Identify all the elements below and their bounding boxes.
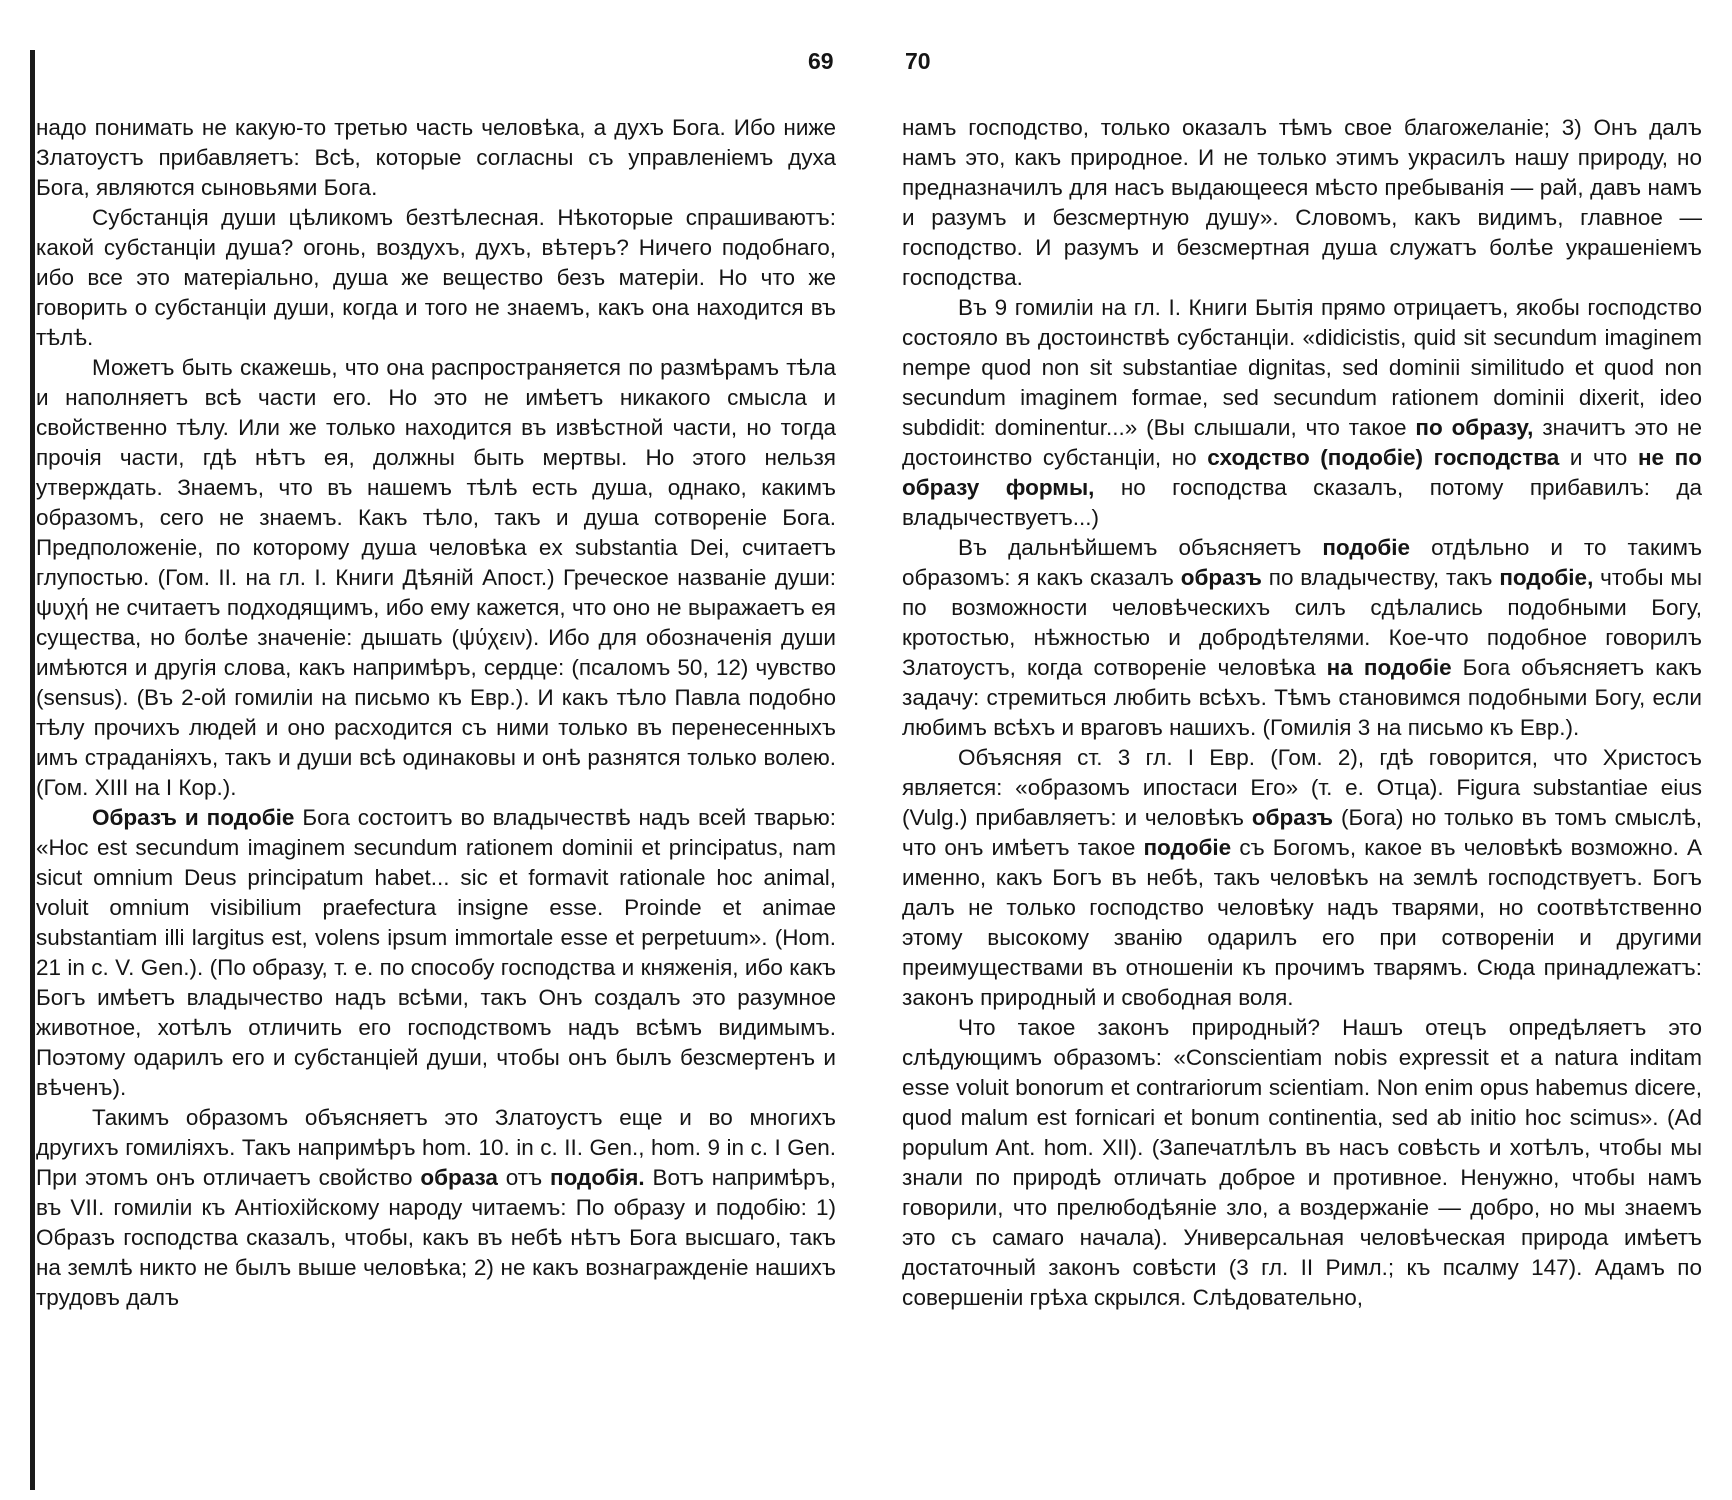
bold-term: не по образу формы, bbox=[902, 445, 1702, 500]
bold-term: образъ bbox=[1180, 565, 1262, 590]
bold-term: Образъ и подобіе bbox=[92, 805, 295, 830]
text-run: по владычеству, такъ bbox=[1261, 565, 1500, 590]
paragraph bbox=[36, 1103, 836, 1313]
text-run: съ Богомъ, какое въ человѣкѣ возможно. А именно, какъ Богъ въ небѣ, такъ человѣкъ на землѣ господствуетъ. Богъ далъ не только господство человѣку надъ тварями, но соотвѣтственно этому высокому званію одарилъ его при сотвореніи и другими преимуществами въ отношеніи къ прочимъ тварямъ. Сюда принадлежатъ: законъ природный и свободная воля. bbox=[902, 835, 1702, 1010]
text-run: чтобы мы по возможности человѣческихъ силъ сдѣлались подобными Богу, кротостью, нѣжностью и добродѣтелями. Кое-что подобное говорилъ Златоустъ, когда сотвореніе человѣка bbox=[902, 565, 1702, 680]
text-run: Объясняя ст. 3 гл. I Евр. (Гом. 2), гдѣ говорится, что Христосъ является: «образомъ ипостаси Его» (т. е. Отца). Figura substantiae eius (Vulg.) прибавляетъ: и человѣкъ bbox=[902, 745, 1702, 830]
bold-term: подобія. bbox=[550, 1165, 645, 1190]
bold-term: образа bbox=[420, 1165, 498, 1190]
left-page-text bbox=[36, 113, 836, 1498]
text-run: (Бога) но только въ томъ смыслѣ, что онъ имѣетъ такое bbox=[902, 805, 1702, 860]
text-run: отъ bbox=[497, 1165, 551, 1190]
bold-term: подобіе, bbox=[1499, 565, 1594, 590]
text-run: Субстанція души цѣликомъ безтѣлесная. Нѣкоторые спрашиваютъ: какой субстанціи душа? огонь, воздухъ, духъ, вѣтеръ? Ничего подобнаго, ибо все это матеріально, душа же вещество безъ матеріи. Но что же говорить о субстанціи души, когда и того не знаемъ, какъ она находится въ тѣлѣ. bbox=[36, 205, 836, 350]
bold-term: по образу, bbox=[1415, 415, 1534, 440]
text-run: Въ 9 гомиліи на гл. I. Книги Бытія прямо отрицаетъ, якобы господство состояло въ достоинствѣ субстанціи. «didicistis, quid sit secundum imaginem nempe quod non sit substantiae dignitas, sed dominii similitudo et quod non secundum imaginem formae, sed secundum rationem dominii dixerit, ideo subdidit: dominentur...» (Вы слышали, что такое bbox=[902, 295, 1702, 440]
paragraph bbox=[902, 293, 1702, 533]
bold-term: образъ bbox=[1251, 805, 1334, 830]
bold-term: подобіе bbox=[1322, 535, 1411, 560]
paragraph bbox=[36, 353, 836, 803]
text-run: намъ господство, только оказалъ тѣмъ свое благожеланіе; 3) Онъ далъ намъ это, какъ природное. И не только этимъ украсилъ нашу природу, но предназначилъ для насъ выдающееся мѣсто пребыванія — рай, давъ намъ и разумъ и безсмертную душу». Словомъ, какъ видимъ, главное — господство. И разумъ и безсмертная душа служатъ болѣе украшеніемъ господства. bbox=[902, 115, 1702, 290]
text-run: Вотъ напримѣръ, въ VII. гомиліи къ Антіохійскому народу читаемъ: По образу и подобію: 1) Образъ господства сказалъ, чтобы, какъ въ небѣ нѣтъ Бога высшаго, такъ на землѣ никто не былъ выше человѣка; 2) не какъ вознагражденіе нашихъ трудовъ далъ bbox=[36, 1165, 836, 1310]
paragraph bbox=[902, 533, 1702, 743]
text-run: Бога состоитъ во владычествѣ надъ всей тварью: «Hoc est secundum imaginem secundum rationem dominii et principatus, nam sicut omnium Deus principatum habet... sic et formavit rationale hoc animal, voluit omnium visibilium praefectura insigne esse. Proinde et animae substantiam illi largitus est, volens ipsum immortale esse et perpetuum». (Hom. 21 in c. V. Gen.). (По образу, т. е. по способу господства и княженія, ибо какъ Богъ имѣетъ владычество надъ всѣми, такъ Онъ создалъ это разумное животное, хотѣлъ отличить его господствомъ надъ всѣмъ видимымъ. Поэтому одарилъ его и субстанціей души, чтобы онъ былъ безсмертенъ и вѣченъ). bbox=[36, 805, 836, 1100]
right-page-number: 70 bbox=[905, 48, 931, 74]
text-run: значитъ это не достоинство субстанціи, но bbox=[902, 415, 1702, 470]
text-run: но господства сказалъ, потому прибавилъ: да владычествуетъ...) bbox=[902, 475, 1702, 530]
paragraph bbox=[902, 1013, 1702, 1313]
left-page-number: 69 bbox=[808, 48, 834, 74]
right-page-text bbox=[902, 113, 1702, 1498]
text-run: и что bbox=[1559, 445, 1638, 470]
paragraph bbox=[902, 743, 1702, 1013]
paragraph bbox=[36, 113, 836, 203]
binding-edge bbox=[30, 50, 35, 1490]
bold-term: подобіе bbox=[1143, 835, 1232, 860]
text-run: отдѣльно и то такимъ образомъ: я какъ сказалъ bbox=[902, 535, 1702, 590]
text-run: Въ дальнѣйшемъ объясняетъ bbox=[958, 535, 1323, 560]
bold-term: сходство (подобіе) господства bbox=[1207, 445, 1560, 470]
text-run: Можетъ быть скажешь, что она распространяется по размѣрамъ тѣла и наполняетъ всѣ части его. Но это не имѣетъ никакого смысла и свойственно тѣлу. Или же только находится въ извѣстной части, но тогда прочія части, гдѣ нѣтъ ея, должны быть мертвы. Но этого нельзя утверждать. Знаемъ, что въ нашемъ тѣлѣ есть душа, однако, какимъ образомъ, сего не знаемъ. Какъ тѣло, такъ и душа сотвореніе Бога. Предположеніе, по которому душа человѣка ex substantia Dei, считаетъ глупостью. (Гом. II. на гл. I. Книги Дѣяній Апост.) Греческое названіе души: ψυχή не считаетъ подходящимъ, ибо ему кажется, что оно не выражаетъ ея существа, но болѣе значеніе: дышать (ψύχειν). Ибо для обозначенія души имѣются и другія слова, какъ напримѣръ, сердце: (псаломъ 50, 12) чувство (sensus). (Въ 2-ой гомиліи на письмо къ Евр.). И какъ тѣло Павла подобно тѣлу прочихъ людей и оно расходится съ ними только въ перенесенныхъ имъ страданіяхъ, такъ и души всѣ одинаковы и онѣ разнятся только волею. (Гом. XIII на I Кор.). bbox=[36, 355, 836, 800]
text-run: надо понимать не какую-то третью часть человѣка, а духъ Бога. Ибо ниже Златоустъ прибавляетъ: Всѣ, которые согласны съ управленіемъ духа Бога, являются сыновьями Бога. bbox=[36, 115, 836, 200]
paragraph bbox=[36, 803, 836, 1103]
paragraph bbox=[902, 113, 1702, 293]
text-run: Бога объясняетъ какъ задачу: стремиться любить всѣхъ. Тѣмъ становимся подобными Богу, если любимъ всѣхъ и враговъ нашихъ. (Гомилія 3 на письмо къ Евр.). bbox=[902, 655, 1702, 740]
bold-term: на подобіе bbox=[1326, 655, 1452, 680]
text-run: Такимъ образомъ объясняетъ это Златоустъ еще и во многихъ другихъ гомиліяхъ. Такъ напримѣръ hom. 10. in c. II. Gen., hom. 9 in c. I Gen. При этомъ онъ отличаетъ свойство bbox=[36, 1105, 836, 1190]
text-run: Что такое законъ природный? Нашъ отецъ опредѣляетъ это слѣдующимъ образомъ: «Conscientiam nobis expressit et a natura inditam esse voluit bonorum et contrariorum scientiam. Non enim opus habemus dicere, quod malum est fornicari et bonum continentia, sed ab initio hoc scimus». (Ad populum Ant. hom. XII). (Запечатлѣлъ въ насъ совѣсть и хотѣлъ, чтобы мы знали по природѣ отличать доброе и противное. Ненужно, чтобы намъ говорили, что прелюбодѣяніе зло, а воздержаніе — добро, но мы знаемъ это съ самаго начала). Универсальная человѣческая природа имѣетъ достаточный законъ совѣсти (3 гл. II Римл.; къ псалму 147). Адамъ по совершеніи грѣха скрылся. Слѣдовательно, bbox=[902, 1015, 1702, 1310]
paragraph bbox=[36, 203, 836, 353]
